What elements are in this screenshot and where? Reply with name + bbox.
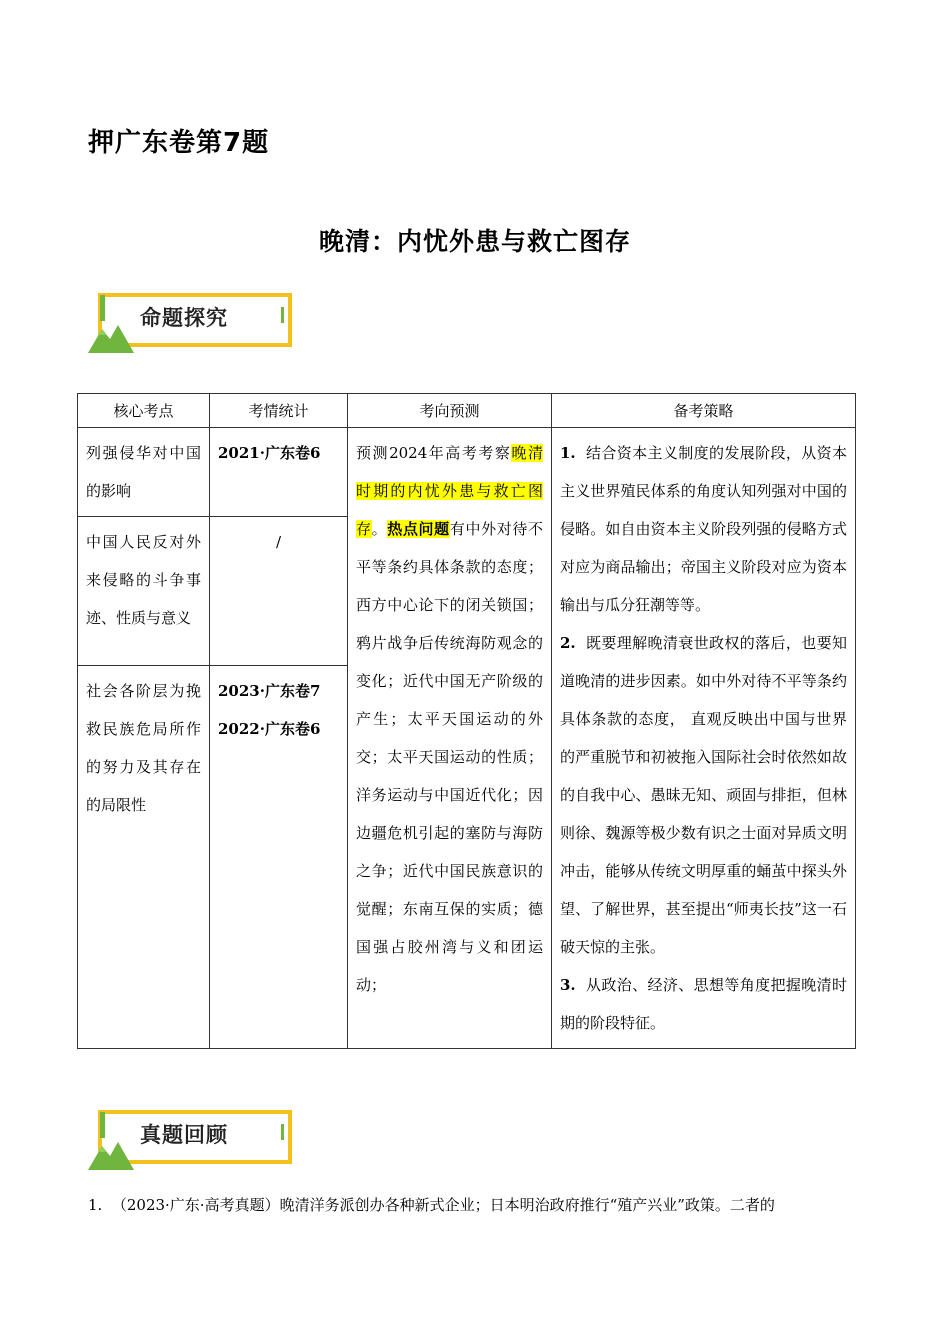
question-text: （2023·广东·高考真题）晚清洋务派创办各种新式企业；日本明治政府推行“殖产兴业”政策。二者的 bbox=[111, 1196, 775, 1214]
strategy-text: 结合资本主义制度的发展阶段，从资本主义世界殖民体系的角度认知列强对中国的侵略。如自由资本主义阶段列强的侵略方式对应为商品输出；帝国主义阶段对应为资本输出与瓜分狂潮等等。 bbox=[560, 444, 847, 614]
section-label: 命题探究 bbox=[140, 306, 228, 330]
core-point-cell: 社会各阶层为挽救民族危局所作的努力及其存在的局限性 bbox=[78, 666, 210, 1049]
section-label: 真题回顾 bbox=[140, 1123, 228, 1147]
mountain-icon bbox=[88, 319, 138, 353]
strategy-cell bbox=[552, 428, 856, 1049]
forecast-period: 。 bbox=[371, 520, 388, 538]
strategy-num: 3. bbox=[560, 976, 576, 994]
question-1 bbox=[88, 1194, 868, 1215]
strategy-text: 既要理解晚清衰世政权的落后，也要知道晚清的进步因素。如中外对待不平等条约具体条款的态度， 直观反映出中国与世界的严重脱节和初被拖入国际社会时依然如故的自我中心、愚昧无知、顽固与排拒，但林则徐、魏源等极少数有识之士面对异质文明冲击，能够从传统文明厚重的蛹茧中探头外望、了解世界，甚至提出“师夷长技”这一石破天惊的主张。 bbox=[560, 634, 847, 956]
table-row bbox=[78, 428, 856, 517]
section-badge-past-exams bbox=[88, 1108, 298, 1178]
forecast-cell bbox=[348, 428, 552, 1049]
stats-entry: / bbox=[275, 533, 282, 551]
table-header-row bbox=[78, 394, 856, 428]
header-core-point: 核心考点 bbox=[78, 394, 210, 428]
header-statistics: 考情统计 bbox=[210, 394, 348, 428]
stats-entry: 2021·广东卷6 bbox=[218, 444, 321, 462]
badge-green-mark bbox=[281, 307, 284, 323]
strategy-item bbox=[560, 434, 847, 624]
strategy-num: 1. bbox=[560, 444, 576, 462]
forecast-lead: 预测2024年高考考察 bbox=[356, 444, 512, 462]
core-point-cell: 中国人民反对外来侵略的斗争事迹、性质与意义 bbox=[78, 517, 210, 666]
badge-green-bar bbox=[100, 295, 105, 321]
section-badge-proposition bbox=[88, 291, 298, 361]
stats-cell bbox=[210, 517, 348, 666]
forecast-focus: 晚清时期的内忧外患与救亡图存 bbox=[356, 444, 543, 538]
core-point-cell: 列强侵华对中国的影响 bbox=[78, 428, 210, 517]
stats-entry: 2022·广东卷6 bbox=[218, 720, 321, 738]
badge-green-mark bbox=[281, 1124, 284, 1140]
strategy-item bbox=[560, 624, 847, 966]
forecast-body: 有中外对待不平等条约具体条款的态度；西方中心论下的闭关锁国；鸦片战争后传统海防观念的变化；近代中国无产阶级的产生；太平天国运动的外交；太平天国运动的性质；洋务运动与中国近代化；因边疆危机引起的塞防与海防之争；近代中国民族意识的觉醒；东南互保的实质；德国强占胶州湾与义和团运动； bbox=[356, 520, 543, 994]
stats-cell bbox=[210, 428, 348, 517]
strategy-item bbox=[560, 966, 847, 1042]
page-title: 押广东卷第7题 bbox=[88, 128, 270, 158]
sub-title: 晚清：内忧外患与救亡图存 bbox=[318, 227, 631, 256]
mountain-icon bbox=[88, 1136, 138, 1170]
badge-green-bar bbox=[100, 1112, 105, 1138]
header-strategy: 备考策略 bbox=[552, 394, 856, 428]
question-number: 1. bbox=[88, 1196, 103, 1214]
stats-entry: 2023·广东卷7 bbox=[218, 682, 321, 700]
header-forecast: 考向预测 bbox=[348, 394, 552, 428]
strategy-text: 从政治、经济、思想等角度把握晚清时期的阶段特征。 bbox=[560, 976, 847, 1032]
exam-analysis-table bbox=[77, 393, 856, 1049]
stats-cell bbox=[210, 666, 348, 1049]
forecast-hot-label: 热点问题 bbox=[387, 520, 450, 538]
strategy-num: 2. bbox=[560, 634, 576, 652]
